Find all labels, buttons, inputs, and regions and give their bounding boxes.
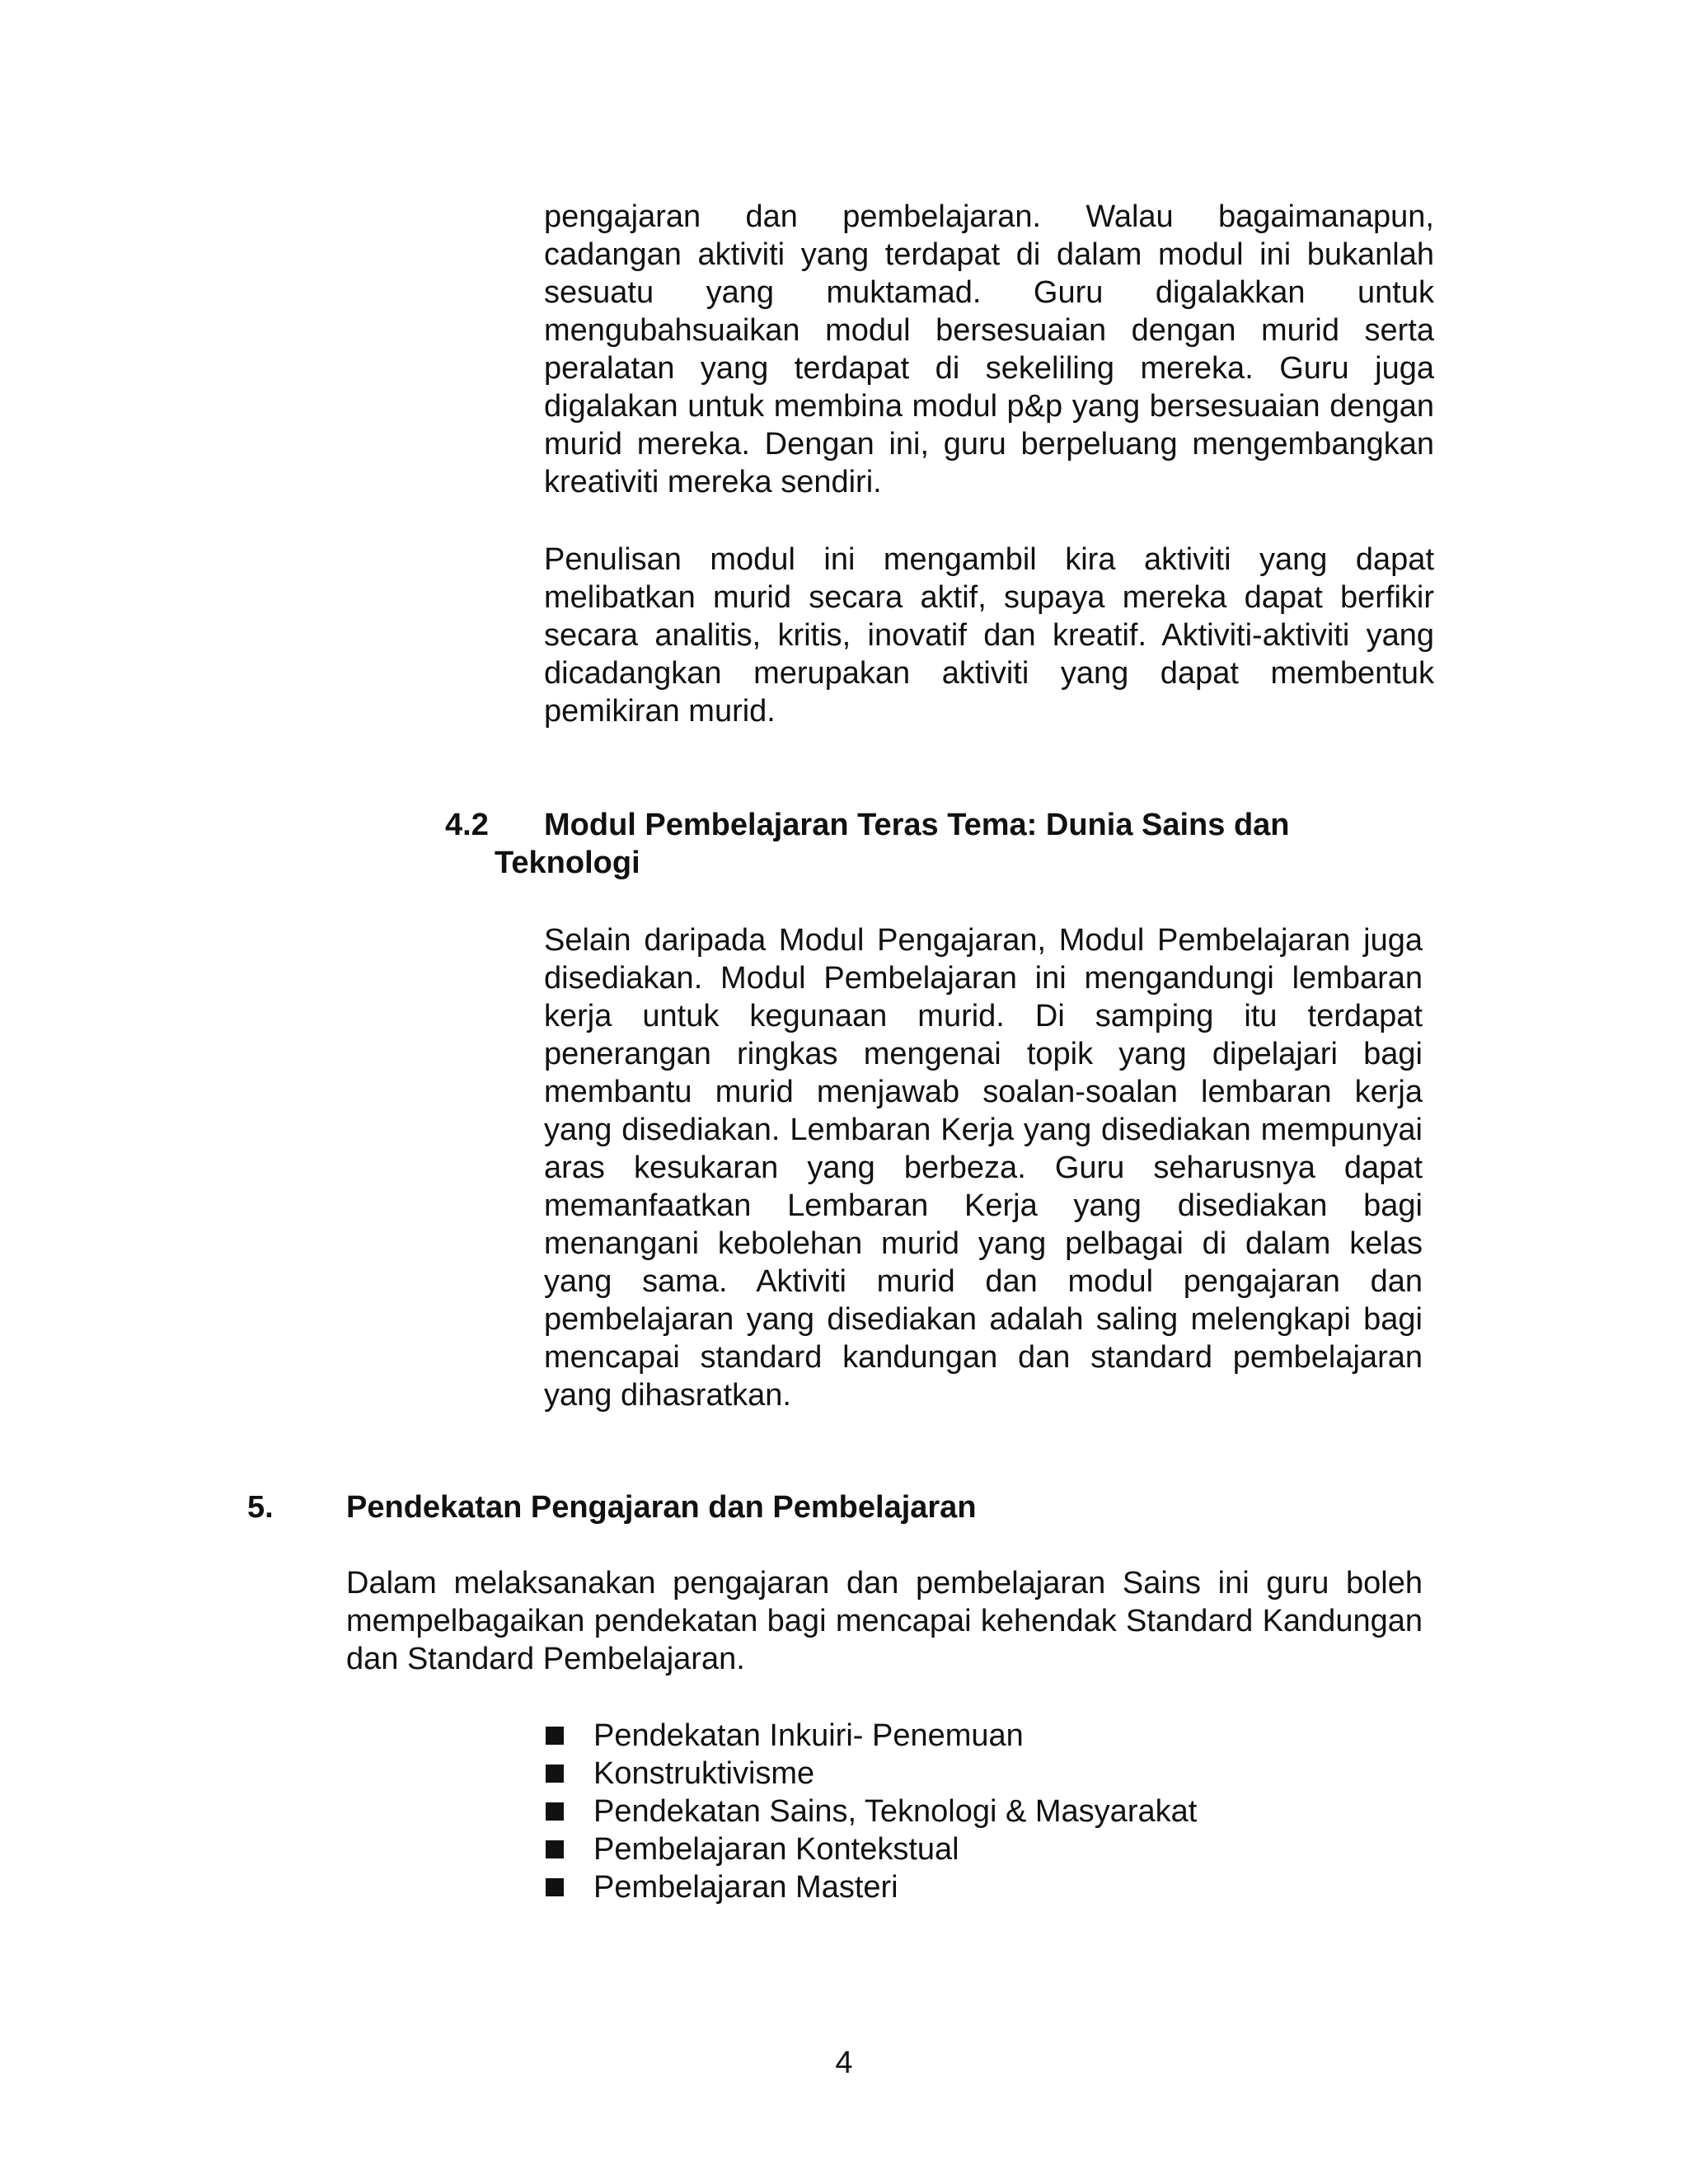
section-number: 4.2 (445, 808, 489, 842)
list-item-text: Pendekatan Inkuiri- Penemuan (593, 1718, 1024, 1753)
section-heading-5 (247, 1488, 1434, 1526)
section-title-line1: Modul Pembelajaran Teras Tema: Dunia Sains dan (544, 808, 1290, 842)
list-item-text: Konstruktivisme (593, 1756, 815, 1791)
list-item-text: Pendekatan Sains, Teknologi & Masyarakat (593, 1794, 1198, 1829)
list-item (544, 1830, 1368, 1868)
paragraph-penulisan-modul: Penulisan modul ini mengambil kira aktiviti yang dapat melibatkan murid secara aktif, supaya mereka dapat berfikir secara analitis, kritis, inovatif dan kreatif. Aktiviti-aktiviti yang dicadangkan merupakan aktiviti yang dapat membentuk pemikiran murid. (544, 542, 1434, 729)
list-item-text: Pembelajaran Kontekstual (593, 1832, 959, 1867)
list-item (544, 1755, 1368, 1793)
list-item-text: Pembelajaran Masteri (593, 1870, 898, 1905)
section-title-line2: Teknologi (495, 846, 640, 880)
page-number: 4 (835, 2046, 853, 2080)
paragraph-pendekatan-intro: Dalam melaksanakan pengajaran dan pembelajaran Sains ini guru boleh mempelbagaikan pendekatan bagi mencapai kehendak Standard Kandungan dan Standard Pembelajaran. (346, 1566, 1423, 1676)
section-heading-4-2 (445, 806, 1434, 882)
section-title: Pendekatan Pengajaran dan Pembelajaran (346, 1490, 977, 1525)
square-bullet-icon (546, 1802, 564, 1821)
square-bullet-icon (546, 1840, 564, 1858)
approach-list (544, 1717, 1368, 1906)
paragraph-modul-pengajaran-cont: pengajaran dan pembelajaran. Walau bagaimanapun, cadangan aktiviti yang terdapat di dalam modul ini bukanlah sesuatu yang muktamad. Guru digalakkan untuk mengubahsuaikan modul bersesuaian dengan murid serta peralatan yang terdapat di sekeliling mereka. Guru juga digalakan untuk membina modul p&p yang bersesuaian dengan murid mereka. Dengan ini, guru berpeluang mengembangkan kreativiti mereka sendiri. (544, 199, 1434, 499)
square-bullet-icon (546, 1878, 564, 1896)
list-item (544, 1717, 1368, 1755)
list-item (544, 1868, 1368, 1906)
list-item (544, 1793, 1368, 1830)
square-bullet-icon (546, 1765, 564, 1783)
paragraph-modul-pembelajaran: Selain daripada Modul Pengajaran, Modul Pembelajaran juga disediakan. Modul Pembelajaran ini mengandungi lembaran kerja untuk kegunaan murid. Di samping itu terdapat penerangan ringkas mengenai topik yang dipelajari bagi membantu murid menjawab soalan-soalan lembaran kerja yang disediakan. Lembaran Kerja yang disediakan mempunyai aras kesukaran yang berbeza. Guru seharusnya dapat memanfaatkan Lembaran Kerja yang disediakan bagi menangani kebolehan murid yang pelbagai di dalam kelas yang sama. Aktiviti murid dan modul pengajaran dan pembelajaran yang disediakan adalah saling melengkapi bagi mencapai standard kandungan dan standard pembelajaran yang dihasratkan. (544, 923, 1423, 1413)
square-bullet-icon (546, 1727, 564, 1745)
section-number: 5. (247, 1490, 274, 1525)
